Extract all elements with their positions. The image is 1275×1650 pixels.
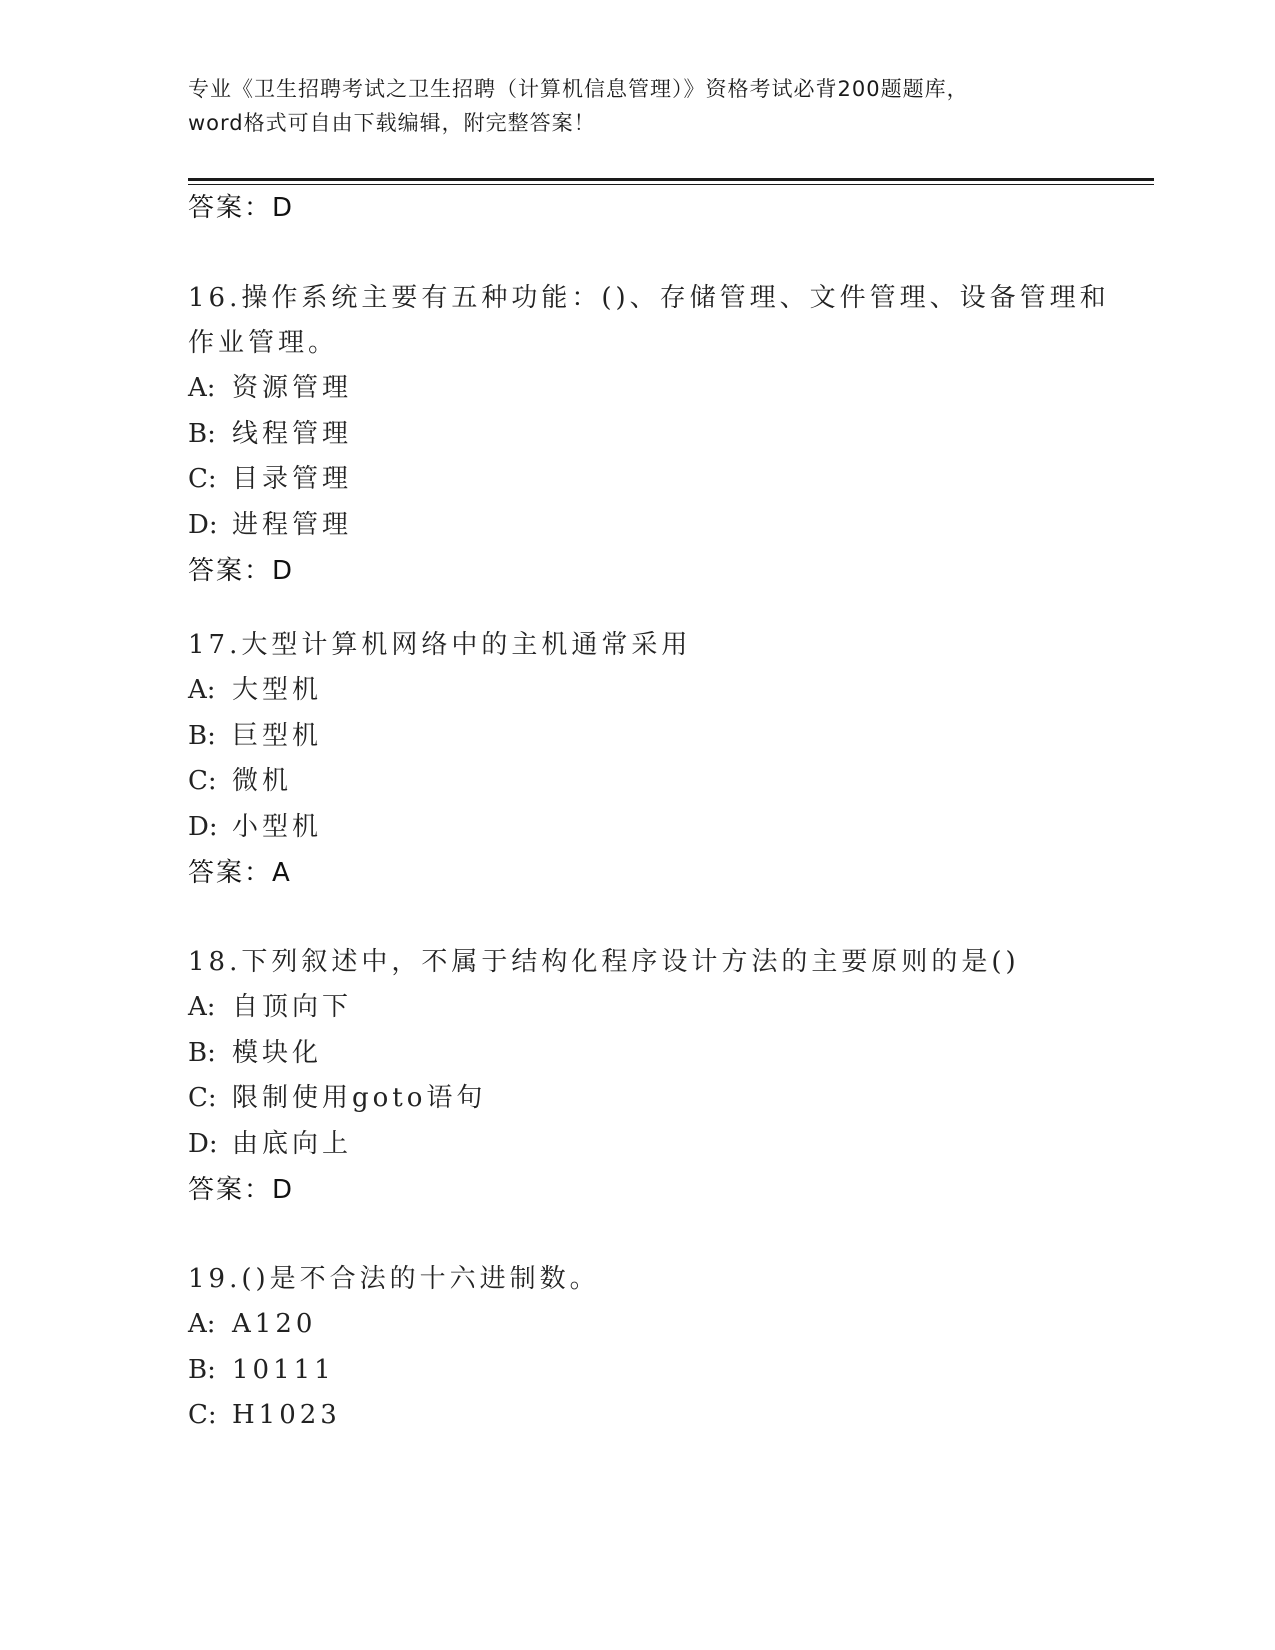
option-c: [188, 1076, 1154, 1122]
option-key: A:: [188, 1309, 216, 1339]
question-stem: [188, 276, 1154, 366]
question-stem-line-2: 作业管理。: [188, 328, 339, 358]
header-line-1: 专业《卫生招聘考试之卫生招聘（计算机信息管理）》资格考试必背200题题库，: [188, 77, 969, 101]
question-19: [188, 1257, 1154, 1439]
question-stem-line-1: 18.下列叙述中，不属于结构化程序设计方法的主要原则的是(): [188, 947, 1020, 977]
option-text: 资源管理: [232, 373, 353, 403]
option-key: A:: [188, 373, 216, 403]
option-text: 小型机: [232, 811, 323, 842]
document-header: [188, 72, 1088, 140]
option-text: 自顶向下: [232, 992, 353, 1022]
option-c: [188, 457, 1154, 503]
option-key: B:: [188, 418, 216, 449]
option-b: [188, 412, 1154, 458]
option-key: D:: [188, 509, 218, 540]
header-divider-thick: [188, 178, 1154, 181]
option-text: 巨型机: [232, 720, 323, 751]
option-key: A:: [188, 675, 216, 705]
option-text: 限制使用goto语句: [232, 1083, 487, 1113]
option-text: 大型机: [232, 675, 323, 705]
option-key: A:: [188, 992, 216, 1022]
option-c: [188, 759, 1154, 805]
option-key: B:: [188, 1354, 216, 1385]
question-stem-line-1: 16.操作系统主要有五种功能：()、存储管理、文件管理、设备管理和: [188, 283, 1110, 313]
option-text: 目录管理: [232, 464, 353, 494]
option-text: 线程管理: [232, 418, 353, 449]
option-key: C:: [188, 464, 217, 494]
option-a: [188, 668, 1154, 714]
question-stem-line-1: 19.()是不合法的十六进制数。: [188, 1264, 600, 1294]
option-key: B:: [188, 720, 216, 751]
option-key: C:: [188, 766, 217, 796]
question-stem: [188, 623, 1154, 668]
answer-line: 答案：A: [188, 858, 292, 888]
option-d: [188, 805, 1154, 851]
option-text: 模块化: [232, 1037, 323, 1068]
header-line-2: word格式可自由下载编辑，附完整答案！: [188, 111, 596, 135]
option-a: [188, 366, 1154, 412]
option-key: C:: [188, 1083, 217, 1113]
option-c: [188, 1393, 1154, 1439]
option-text: A120: [232, 1309, 317, 1339]
option-b: [188, 1031, 1154, 1077]
option-key: C:: [188, 1400, 217, 1430]
option-key: D:: [188, 1128, 218, 1159]
question-stem: [188, 940, 1154, 985]
question-18: [188, 940, 1154, 1213]
answer-line: 答案：D: [188, 193, 295, 223]
option-b: [188, 714, 1154, 760]
question-16: [188, 276, 1154, 594]
option-d: [188, 1122, 1154, 1168]
answer-line: 答案：D: [188, 1175, 295, 1205]
question-stem: [188, 1257, 1154, 1302]
option-d: [188, 503, 1154, 549]
option-b: [188, 1348, 1154, 1394]
answer-line: 答案：D: [188, 556, 295, 586]
option-text: 进程管理: [232, 509, 353, 540]
option-a: [188, 985, 1154, 1031]
option-text: H1023: [232, 1400, 341, 1430]
option-a: [188, 1302, 1154, 1348]
question-stem-line-1: 17.大型计算机网络中的主机通常采用: [188, 630, 692, 660]
option-text: 10111: [232, 1354, 335, 1385]
option-key: D:: [188, 811, 218, 842]
option-text: 由底向上: [232, 1128, 353, 1159]
option-text: 微机: [232, 766, 293, 796]
question-17: [188, 623, 1154, 896]
option-key: B:: [188, 1037, 216, 1068]
